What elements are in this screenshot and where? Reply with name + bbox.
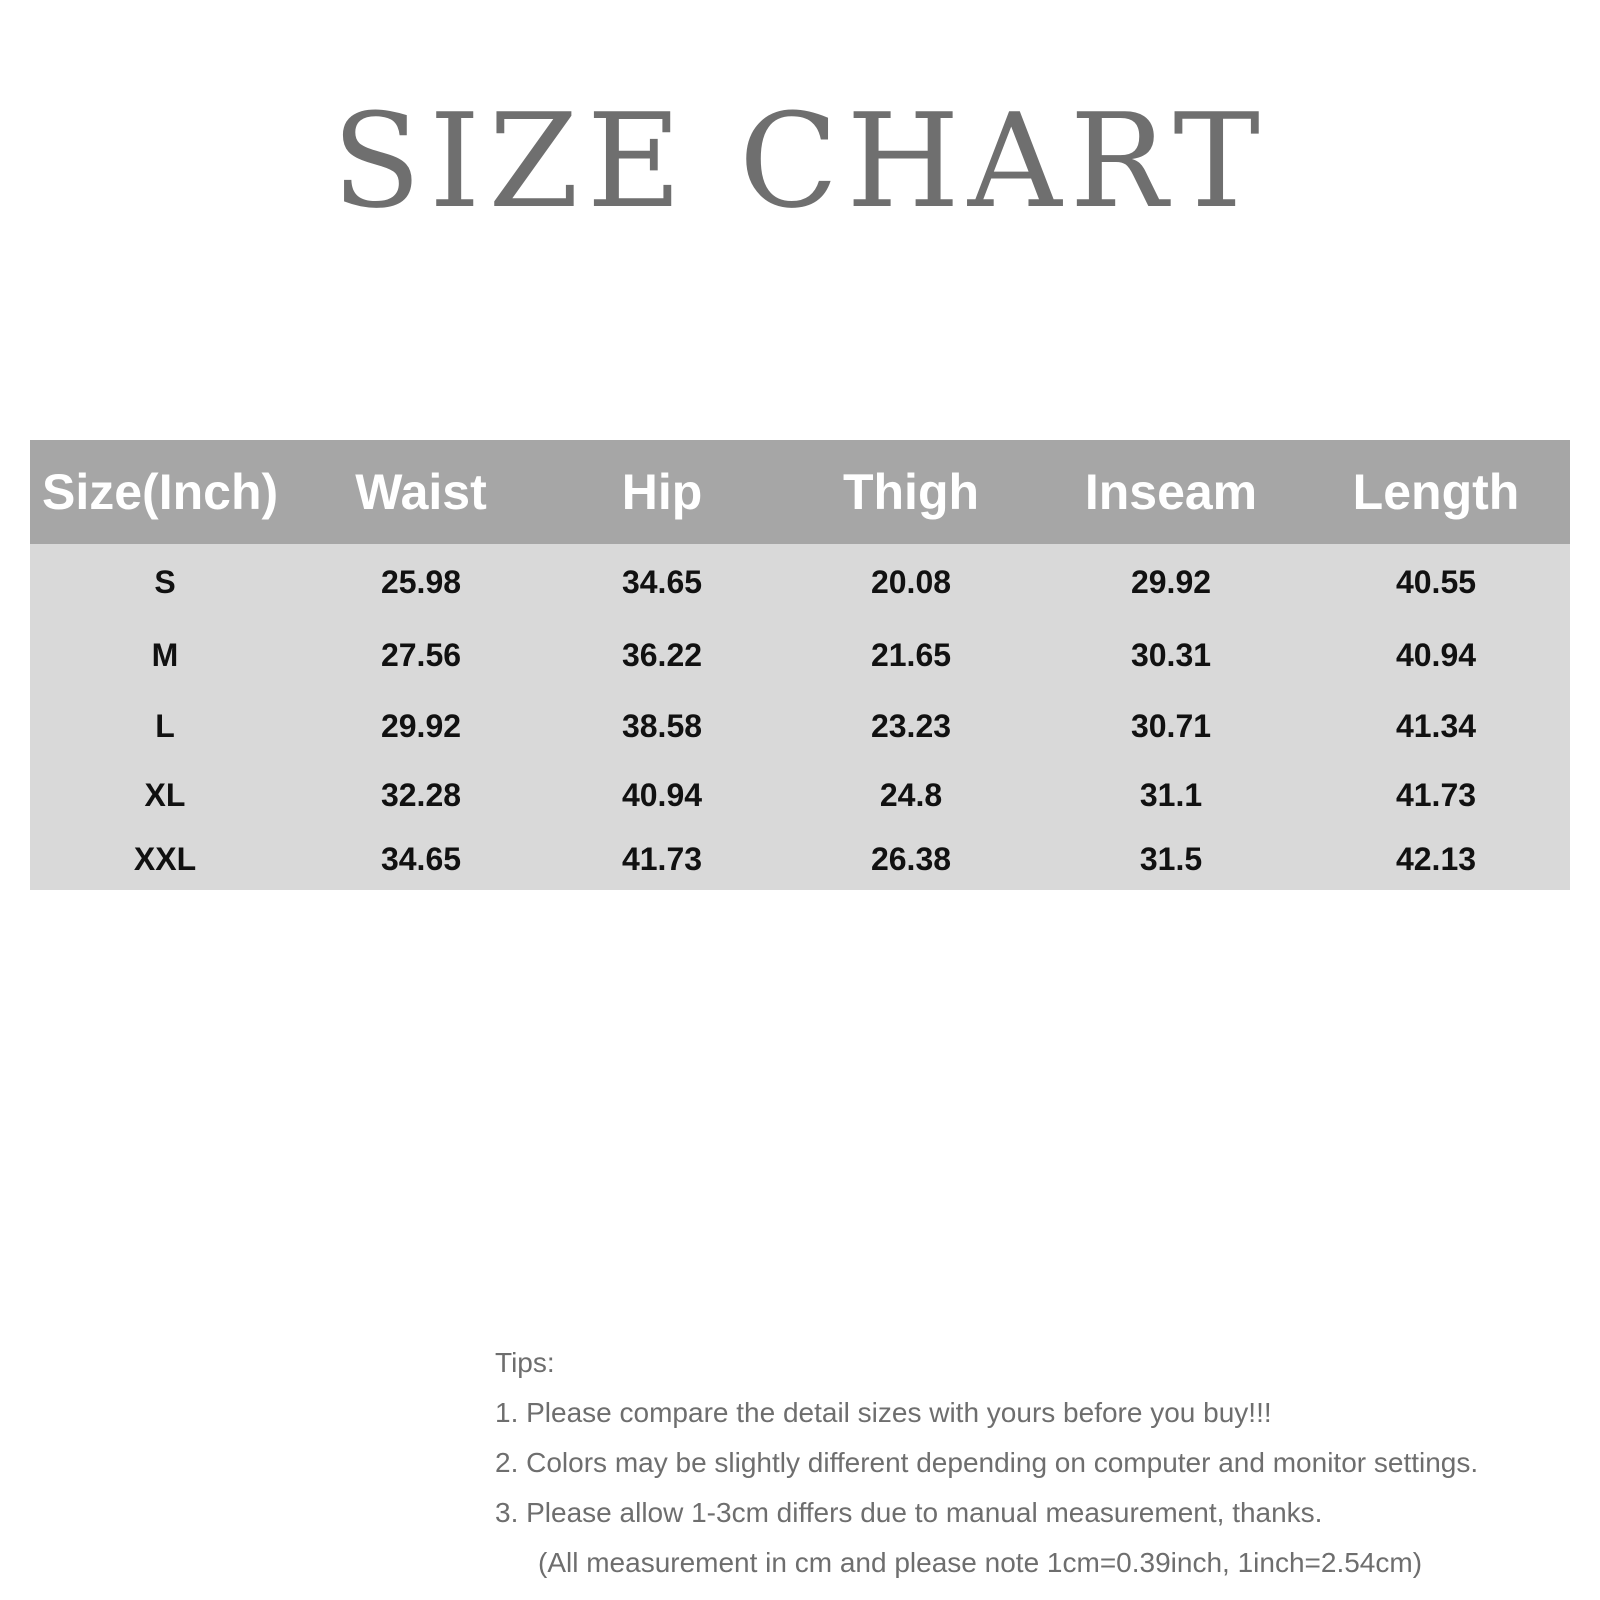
cell-inseam: 31.1: [1040, 762, 1302, 828]
cell-length: 41.34: [1302, 690, 1570, 762]
cell-size: XL: [30, 762, 300, 828]
table-row: [30, 762, 1570, 828]
cell-thigh: 20.08: [782, 544, 1040, 620]
cell-size: S: [30, 544, 300, 620]
cell-thigh: 24.8: [782, 762, 1040, 828]
header-inseam: Inseam: [1040, 440, 1302, 544]
page-title: SIZE CHART: [332, 85, 1268, 237]
cell-hip: 41.73: [542, 828, 782, 890]
cell-length: 40.94: [1302, 620, 1570, 690]
header-size: Size(Inch): [30, 440, 300, 544]
tip-item: 2. Colors may be slightly different depending on computer and monitor settings.: [495, 1447, 1479, 1478]
cell-inseam: 31.5: [1040, 828, 1302, 890]
table-row: [30, 828, 1570, 890]
table-row: [30, 620, 1570, 690]
cell-length: 41.73: [1302, 762, 1570, 828]
cell-size: L: [30, 690, 300, 762]
tip-item: 3. Please allow 1-3cm differs due to manual measurement, thanks.: [495, 1497, 1323, 1528]
cell-hip: 34.65: [542, 544, 782, 620]
tips-heading: Tips:: [495, 1347, 555, 1378]
header-length: Length: [1302, 440, 1570, 544]
size-table: [30, 440, 1570, 890]
cell-waist: 25.98: [300, 544, 542, 620]
cell-thigh: 26.38: [782, 828, 1040, 890]
cell-hip: 38.58: [542, 690, 782, 762]
cell-size: M: [30, 620, 300, 690]
table-row: [30, 690, 1570, 762]
cell-waist: 34.65: [300, 828, 542, 890]
cell-size: XXL: [30, 828, 300, 890]
cell-inseam: 30.71: [1040, 690, 1302, 762]
cell-inseam: 29.92: [1040, 544, 1302, 620]
header-hip: Hip: [542, 440, 782, 544]
cell-inseam: 30.31: [1040, 620, 1302, 690]
tips-note: (All measurement in cm and please note 1cm=0.39inch, 1inch=2.54cm): [538, 1547, 1423, 1578]
header-waist: Waist: [300, 440, 542, 544]
cell-waist: 27.56: [300, 620, 542, 690]
cell-waist: 32.28: [300, 762, 542, 828]
cell-hip: 40.94: [542, 762, 782, 828]
cell-hip: 36.22: [542, 620, 782, 690]
table-row: [30, 544, 1570, 620]
cell-thigh: 21.65: [782, 620, 1040, 690]
cell-thigh: 23.23: [782, 690, 1040, 762]
cell-waist: 29.92: [300, 690, 542, 762]
header-thigh: Thigh: [782, 440, 1040, 544]
table-header-row: [30, 440, 1570, 544]
tip-item: 1. Please compare the detail sizes with yours before you buy!!!: [495, 1397, 1272, 1428]
tips-section: [495, 1338, 1595, 1588]
cell-length: 40.55: [1302, 544, 1570, 620]
cell-length: 42.13: [1302, 828, 1570, 890]
